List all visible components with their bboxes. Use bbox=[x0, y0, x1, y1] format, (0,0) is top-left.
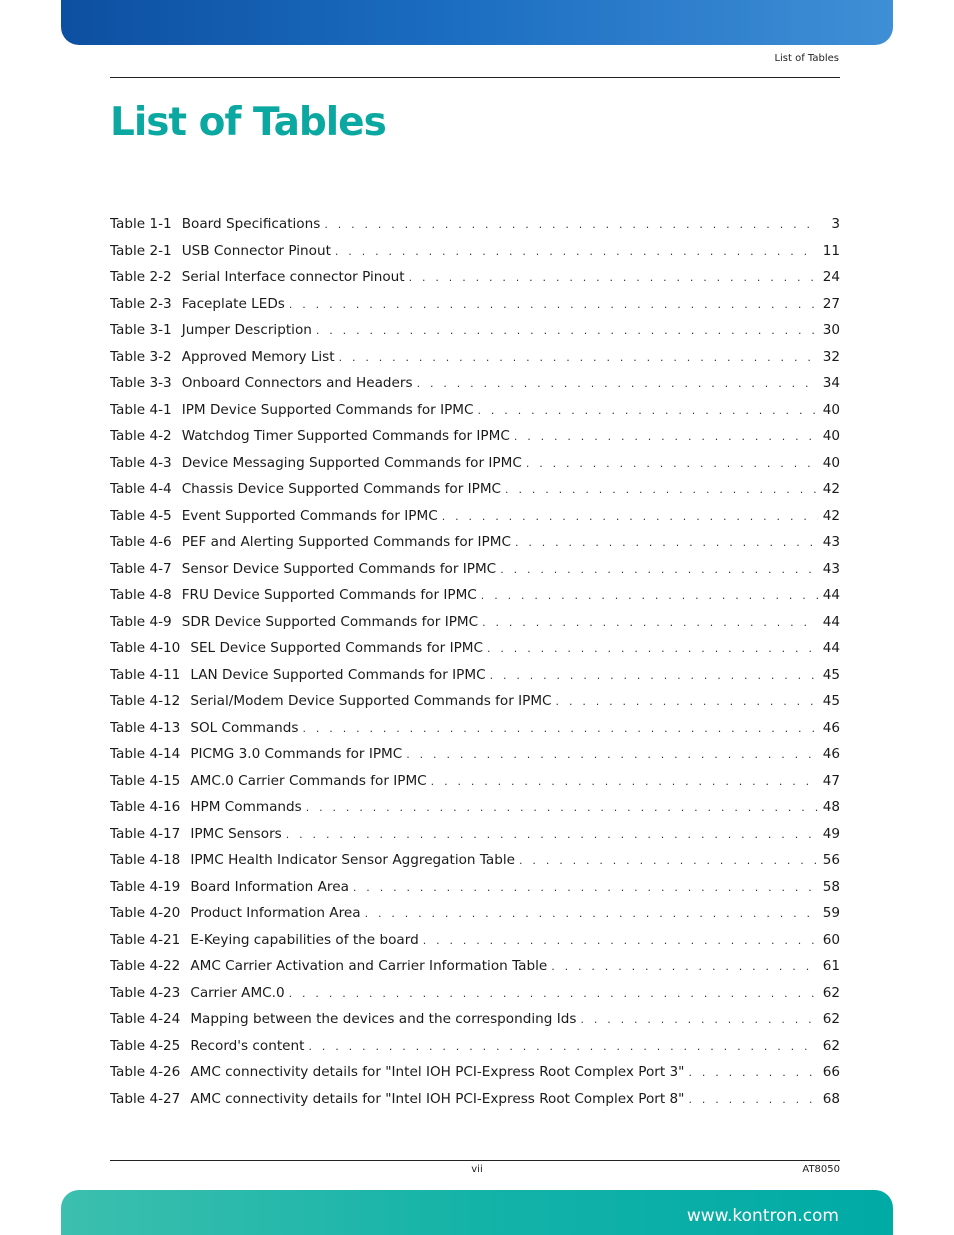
toc-entry-leader-dots bbox=[556, 695, 818, 708]
toc-entry[interactable] bbox=[110, 1091, 840, 1118]
toc-entry[interactable] bbox=[110, 879, 840, 906]
toc-entry-number: Table 3-3 bbox=[110, 375, 172, 391]
toc-entry[interactable] bbox=[110, 773, 840, 800]
toc-entry-leader-dots bbox=[514, 430, 818, 443]
toc-entry-page-number: 44 bbox=[822, 587, 840, 603]
toc-entry-page-number: 44 bbox=[822, 613, 840, 630]
toc-entry-leader-dots bbox=[500, 563, 818, 576]
toc-entry[interactable] bbox=[110, 1064, 840, 1091]
toc-entry-page-number: 58 bbox=[822, 878, 840, 895]
toc-entry-leader-dots bbox=[478, 404, 818, 417]
toc-entry[interactable] bbox=[110, 296, 840, 323]
toc-entry-number: Table 4-14 bbox=[110, 746, 181, 762]
toc-entry-page-number: 68 bbox=[822, 1090, 840, 1107]
toc-entry-leader-dots bbox=[353, 881, 818, 894]
toc-entry-number: Table 4-8 bbox=[110, 587, 172, 603]
toc-entry-page-number: 42 bbox=[822, 507, 840, 524]
toc-entry-title: SOL Commands bbox=[190, 719, 299, 736]
toc-entry[interactable] bbox=[110, 349, 840, 376]
toc-entry-number: Table 4-24 bbox=[110, 1011, 181, 1027]
toc-entry-leader-dots bbox=[308, 1040, 818, 1053]
toc-entry-number: Table 1-1 bbox=[110, 216, 172, 232]
toc-entry[interactable] bbox=[110, 667, 840, 694]
toc-entry[interactable] bbox=[110, 455, 840, 482]
toc-entry[interactable] bbox=[110, 481, 840, 508]
toc-entry[interactable] bbox=[110, 693, 840, 720]
toc-entry-page-number: 43 bbox=[822, 560, 840, 577]
toc-entry-page-number: 42 bbox=[822, 481, 840, 497]
toc-entry-number: Table 3-1 bbox=[110, 322, 172, 338]
toc-entry-title: Board Specifications bbox=[181, 216, 321, 232]
toc-entry-page-number: 49 bbox=[822, 825, 840, 842]
toc-entry-title: AMC Carrier Activation and Carrier Information Table bbox=[190, 958, 548, 974]
toc-entry[interactable] bbox=[110, 640, 840, 667]
toc-entry-number: Table 4-3 bbox=[110, 454, 172, 471]
header-section-title: List of Tables bbox=[774, 53, 839, 64]
toc-entry-number: Table 4-22 bbox=[110, 958, 181, 974]
toc-entry-page-number: 24 bbox=[822, 269, 840, 285]
page-title: List of Tables bbox=[110, 100, 386, 145]
toc-entry-leader-dots bbox=[442, 510, 818, 523]
toc-entry-number: Table 4-17 bbox=[110, 825, 181, 842]
website-link[interactable]: www.kontron.com bbox=[686, 1206, 839, 1226]
toc-entry-title: Onboard Connectors and Headers bbox=[181, 375, 413, 391]
toc-entry-page-number: 45 bbox=[822, 666, 840, 683]
toc-entry-title: IPMC Health Indicator Sensor Aggregation Table bbox=[190, 852, 516, 868]
toc-entry-page-number: 11 bbox=[822, 242, 840, 259]
toc-entry-title: IPMC Sensors bbox=[190, 825, 282, 842]
toc-entry[interactable] bbox=[110, 958, 840, 985]
toc-entry-page-number: 3 bbox=[831, 216, 840, 232]
toc-entry-title: Jumper Description bbox=[181, 322, 312, 338]
toc-entry-page-number: 46 bbox=[822, 746, 840, 762]
toc-entry-leader-dots bbox=[365, 907, 818, 920]
footer-product-name: AT8050 bbox=[802, 1164, 840, 1175]
toc-entry-leader-dots bbox=[526, 457, 818, 470]
toc-entry[interactable] bbox=[110, 1011, 840, 1038]
toc-entry-leader-dots bbox=[551, 960, 818, 973]
toc-entry-number: Table 4-23 bbox=[110, 984, 181, 1001]
toc-entry-page-number: 30 bbox=[822, 322, 840, 338]
toc-entry-page-number: 62 bbox=[822, 1011, 840, 1027]
toc-entry[interactable] bbox=[110, 852, 840, 879]
toc-entry-title: Serial Interface connector Pinout bbox=[181, 269, 405, 285]
toc-entry[interactable] bbox=[110, 243, 840, 270]
toc-entry[interactable] bbox=[110, 375, 840, 402]
toc-entry[interactable] bbox=[110, 1038, 840, 1065]
toc-entry-title: Board Information Area bbox=[190, 878, 349, 895]
toc-entry-number: Table 4-15 bbox=[110, 772, 181, 789]
toc-entry-page-number: 48 bbox=[822, 799, 840, 815]
toc-entry-number: Table 4-12 bbox=[110, 693, 181, 709]
toc-entry-number: Table 2-2 bbox=[110, 269, 172, 285]
toc-entry-number: Table 4-1 bbox=[110, 401, 172, 418]
toc-entry-leader-dots bbox=[580, 1013, 818, 1026]
toc-entry-title: Watchdog Timer Supported Commands for IPMC bbox=[181, 428, 510, 444]
toc-entry-leader-dots bbox=[487, 642, 818, 655]
toc-entry-title: USB Connector Pinout bbox=[181, 242, 331, 259]
toc-entry-title: Sensor Device Supported Commands for IPMC bbox=[181, 560, 497, 577]
toc-entry-number: Table 4-18 bbox=[110, 852, 181, 868]
toc-entry-leader-dots bbox=[324, 218, 818, 231]
toc-entry-leader-dots bbox=[431, 775, 818, 788]
toc-entry-page-number: 47 bbox=[822, 772, 840, 789]
toc-entry-number: Table 4-2 bbox=[110, 428, 172, 444]
toc-entry-title: Product Information Area bbox=[190, 905, 361, 921]
toc-entry-title: Record's content bbox=[190, 1037, 305, 1054]
toc-entry-page-number: 44 bbox=[822, 640, 840, 656]
toc-entry[interactable] bbox=[110, 905, 840, 932]
toc-entry-number: Table 4-5 bbox=[110, 507, 172, 524]
toc-entry[interactable] bbox=[110, 932, 840, 959]
toc-entry-page-number: 60 bbox=[822, 931, 840, 948]
toc-entry-page-number: 40 bbox=[822, 454, 840, 471]
toc-entry-page-number: 46 bbox=[822, 719, 840, 736]
toc-entry[interactable] bbox=[110, 322, 840, 349]
toc-entry-title: AMC.0 Carrier Commands for IPMC bbox=[190, 772, 427, 789]
toc-entry-leader-dots bbox=[482, 616, 818, 629]
toc-entry-title: PEF and Alerting Supported Commands for IPMC bbox=[181, 534, 511, 550]
toc-entry[interactable] bbox=[110, 269, 840, 296]
toc-entry[interactable] bbox=[110, 799, 840, 826]
toc-entry-page-number: 40 bbox=[822, 428, 840, 444]
toc-entry-page-number: 62 bbox=[822, 984, 840, 1001]
toc-entry-leader-dots bbox=[289, 298, 818, 311]
toc-entry-title: Approved Memory List bbox=[181, 348, 335, 365]
toc-entry-page-number: 62 bbox=[822, 1037, 840, 1054]
toc-entry-page-number: 56 bbox=[822, 852, 840, 868]
toc-entry-page-number: 66 bbox=[822, 1064, 840, 1080]
toc-entry[interactable] bbox=[110, 826, 840, 853]
toc-entry-number: Table 4-7 bbox=[110, 560, 172, 577]
toc-entry-number: Table 4-16 bbox=[110, 799, 181, 815]
toc-entry[interactable] bbox=[110, 216, 840, 243]
toc-entry-leader-dots bbox=[286, 828, 818, 841]
toc-entry-leader-dots bbox=[688, 1093, 818, 1106]
toc-entry-number: Table 4-13 bbox=[110, 719, 181, 736]
toc-entry-title: Carrier AMC.0 bbox=[190, 984, 285, 1001]
toc-entry-leader-dots bbox=[339, 351, 818, 364]
toc-entry[interactable] bbox=[110, 561, 840, 588]
toc-entry-page-number: 61 bbox=[822, 958, 840, 974]
toc-entry-page-number: 59 bbox=[822, 905, 840, 921]
toc-entry-number: Table 2-3 bbox=[110, 295, 172, 312]
toc-entry-title: AMC connectivity details for "Intel IOH PCI-Express Root Complex Port 3" bbox=[190, 1064, 685, 1080]
toc-entry-leader-dots bbox=[481, 589, 818, 602]
toc-entry-title: Serial/Modem Device Supported Commands for IPMC bbox=[190, 693, 552, 709]
toc-entry-number: Table 4-10 bbox=[110, 640, 181, 656]
toc-entry[interactable] bbox=[110, 746, 840, 773]
toc-entry-number: Table 2-1 bbox=[110, 242, 172, 259]
toc-entry-number: Table 4-9 bbox=[110, 613, 172, 630]
toc-entry[interactable] bbox=[110, 402, 840, 429]
toc-entry-title: Event Supported Commands for IPMC bbox=[181, 507, 438, 524]
toc-entry-leader-dots bbox=[289, 987, 818, 1000]
toc-entry-leader-dots bbox=[409, 271, 818, 284]
footer-page-number: vii bbox=[471, 1164, 483, 1175]
toc-entry-number: Table 3-2 bbox=[110, 348, 172, 365]
toc-entry-leader-dots bbox=[515, 536, 818, 549]
toc-entry-number: Table 4-19 bbox=[110, 878, 181, 895]
toc-entry-number: Table 4-20 bbox=[110, 905, 181, 921]
toc-entry[interactable] bbox=[110, 720, 840, 747]
toc-entry-title: IPM Device Supported Commands for IPMC bbox=[181, 401, 474, 418]
toc-entry-title: SDR Device Supported Commands for IPMC bbox=[181, 613, 479, 630]
toc-entry-page-number: 40 bbox=[822, 401, 840, 418]
toc-entry-leader-dots bbox=[306, 801, 818, 814]
toc-entry-title: LAN Device Supported Commands for IPMC bbox=[190, 666, 486, 683]
top-banner bbox=[61, 0, 893, 45]
toc-entry-page-number: 45 bbox=[822, 693, 840, 709]
toc-entry-title: Mapping between the devices and the corresponding Ids bbox=[190, 1011, 577, 1027]
toc-entry-number: Table 4-26 bbox=[110, 1064, 181, 1080]
toc-entry-leader-dots bbox=[688, 1066, 818, 1079]
toc-entry-page-number: 34 bbox=[822, 375, 840, 391]
toc-entry-title: FRU Device Supported Commands for IPMC bbox=[181, 587, 477, 603]
toc-entry[interactable] bbox=[110, 587, 840, 614]
toc-entry-title: AMC connectivity details for "Intel IOH PCI-Express Root Complex Port 8" bbox=[190, 1090, 685, 1107]
toc-entry-leader-dots bbox=[505, 483, 818, 496]
table-of-contents bbox=[110, 216, 840, 1117]
toc-entry-leader-dots bbox=[303, 722, 818, 735]
toc-entry-leader-dots bbox=[417, 377, 818, 390]
toc-entry-number: Table 4-21 bbox=[110, 931, 181, 948]
toc-entry-title: HPM Commands bbox=[190, 799, 302, 815]
header-divider bbox=[110, 77, 840, 78]
toc-entry-title: Device Messaging Supported Commands for IPMC bbox=[181, 454, 522, 471]
toc-entry-title: SEL Device Supported Commands for IPMC bbox=[190, 640, 484, 656]
toc-entry[interactable] bbox=[110, 508, 840, 535]
toc-entry-leader-dots bbox=[316, 324, 818, 337]
toc-entry-number: Table 4-27 bbox=[110, 1090, 181, 1107]
toc-entry-leader-dots bbox=[423, 934, 818, 947]
toc-entry-page-number: 43 bbox=[822, 534, 840, 550]
toc-entry-leader-dots bbox=[406, 748, 818, 761]
toc-entry-leader-dots bbox=[335, 245, 818, 258]
toc-entry[interactable] bbox=[110, 985, 840, 1012]
toc-entry-number: Table 4-11 bbox=[110, 666, 181, 683]
toc-entry-page-number: 32 bbox=[822, 348, 840, 365]
toc-entry[interactable] bbox=[110, 534, 840, 561]
toc-entry-title: PICMG 3.0 Commands for IPMC bbox=[190, 746, 403, 762]
toc-entry-number: Table 4-6 bbox=[110, 534, 172, 550]
toc-entry-page-number: 27 bbox=[822, 295, 840, 312]
toc-entry[interactable] bbox=[110, 614, 840, 641]
toc-entry-number: Table 4-4 bbox=[110, 481, 172, 497]
toc-entry-title: Faceplate LEDs bbox=[181, 295, 285, 312]
toc-entry[interactable] bbox=[110, 428, 840, 455]
toc-entry-leader-dots bbox=[490, 669, 818, 682]
toc-entry-number: Table 4-25 bbox=[110, 1037, 181, 1054]
toc-entry-leader-dots bbox=[519, 854, 818, 867]
toc-entry-title: E-Keying capabilities of the board bbox=[190, 931, 419, 948]
toc-entry-title: Chassis Device Supported Commands for IPMC bbox=[181, 481, 502, 497]
footer-divider bbox=[110, 1160, 840, 1161]
